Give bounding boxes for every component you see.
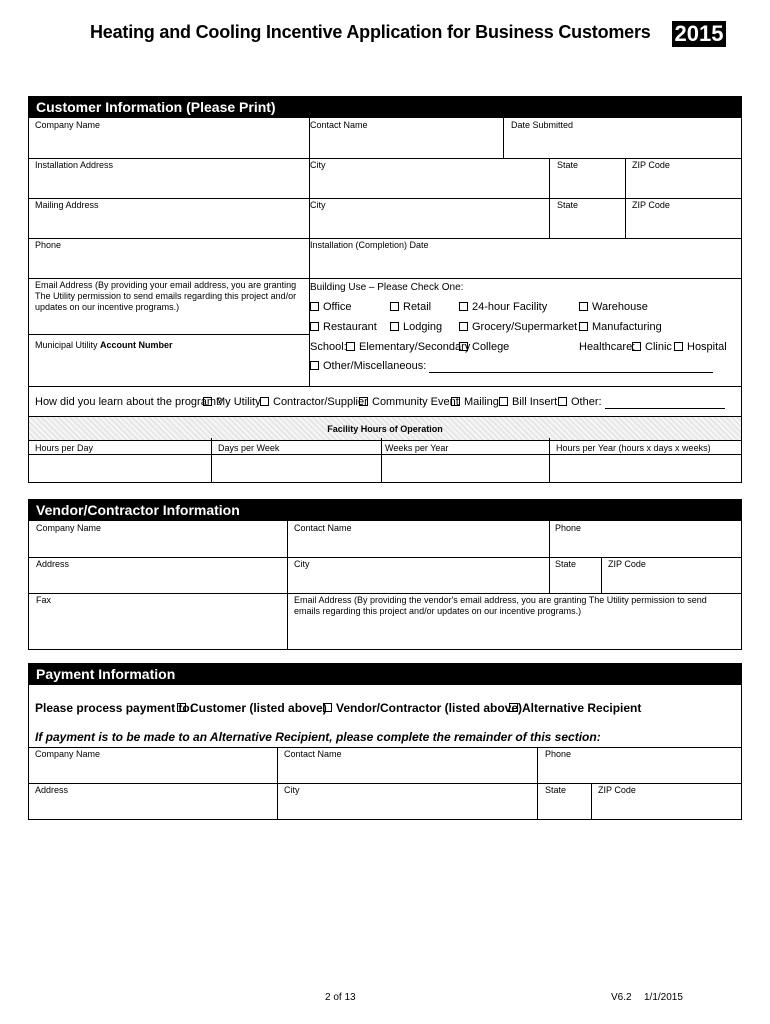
checkbox-icon xyxy=(499,397,508,406)
hours-per-day-label: Hours per Day xyxy=(35,443,94,453)
payment-zip-label: ZIP Code xyxy=(598,785,636,795)
account-number-label: Municipal Utility Account Number xyxy=(35,340,173,350)
checkbox-icon xyxy=(509,703,518,712)
installation-zip-label: ZIP Code xyxy=(632,160,670,170)
checkbox-icon xyxy=(579,322,588,331)
use-manufacturing[interactable]: Manufacturing xyxy=(579,321,662,334)
use-elementary-secondary[interactable]: Elementary/Secondary xyxy=(346,341,470,354)
checkbox-icon xyxy=(346,342,355,351)
customer-section-header: Customer Information (Please Print) xyxy=(28,96,742,118)
checkbox-icon xyxy=(558,397,567,406)
customer-company-name-label: Company Name xyxy=(35,120,101,130)
pay-alternative-option[interactable]: Alternative Recipient xyxy=(509,701,641,715)
use-lodging[interactable]: Lodging xyxy=(390,321,442,334)
learn-other-line[interactable] xyxy=(605,398,725,409)
use-hospital[interactable]: Hospital xyxy=(674,341,727,354)
learn-mailing[interactable]: Mailing xyxy=(451,396,499,409)
mailing-state-label: State xyxy=(557,200,579,210)
checkbox-icon xyxy=(203,397,212,406)
mailing-address-label: Mailing Address xyxy=(35,200,99,210)
checkbox-icon xyxy=(310,322,319,331)
checkbox-icon xyxy=(390,322,399,331)
school-label: School: xyxy=(310,341,347,353)
checkbox-icon xyxy=(632,342,641,351)
use-retail[interactable]: Retail xyxy=(390,301,431,314)
payment-state-label: State xyxy=(545,785,567,795)
checkbox-icon xyxy=(359,397,368,406)
use-grocery[interactable]: Grocery/Supermarket xyxy=(459,321,577,334)
payment-section-header: Payment Information xyxy=(28,663,742,685)
payment-address-label: Address xyxy=(35,785,69,795)
vendor-section-header: Vendor/Contractor Information xyxy=(28,499,742,521)
mailing-city-label: City xyxy=(310,200,326,210)
customer-phone-label: Phone xyxy=(35,240,62,250)
vendor-state-label: State xyxy=(555,559,577,569)
vendor-fax-label: Fax xyxy=(36,595,52,605)
payment-city-label: City xyxy=(284,785,300,795)
pay-customer-option[interactable]: Customer (listed above) xyxy=(177,701,327,715)
learn-question: How did you learn about the program? xyxy=(35,396,223,408)
checkbox-icon xyxy=(674,342,683,351)
learn-my-utility[interactable]: My Utility xyxy=(203,396,261,409)
weeks-per-year-label: Weeks per Year xyxy=(385,443,449,453)
learn-other[interactable]: Other: xyxy=(558,396,725,409)
hours-per-year-label: Hours per Year (hours x days x weeks) xyxy=(556,443,711,453)
checkbox-icon xyxy=(459,322,468,331)
vendor-form xyxy=(28,520,742,650)
vendor-email-label: Email Address (By providing the vendor's email address, you are granting The Utility permission to send emails regarding this project and/or updates on our incentive programs.) xyxy=(294,595,707,616)
checkbox-icon xyxy=(459,342,468,351)
checkbox-icon xyxy=(390,302,399,311)
checkbox-icon xyxy=(459,302,468,311)
year-badge: 2015 xyxy=(672,21,726,47)
vendor-city-label: City xyxy=(294,559,310,569)
vendor-company-name-label: Company Name xyxy=(36,523,102,533)
learn-contractor[interactable]: Contractor/Supplier xyxy=(260,396,368,409)
mailing-zip-label: ZIP Code xyxy=(632,200,670,210)
use-24-hour-facility[interactable]: 24-hour Facility xyxy=(459,301,547,314)
use-college[interactable]: College xyxy=(459,341,509,354)
customer-contact-name-label: Contact Name xyxy=(310,120,368,130)
installation-address-label: Installation Address xyxy=(35,160,114,170)
learn-bill-insert[interactable]: Bill Insert xyxy=(499,396,557,409)
use-office[interactable]: Office xyxy=(310,301,352,314)
installation-city-label: City xyxy=(310,160,326,170)
version-date: 1/1/2015 xyxy=(644,992,683,1003)
use-clinic[interactable]: Clinic xyxy=(632,341,672,354)
facility-hours-heading: Facility Hours of Operation xyxy=(327,424,443,434)
vendor-contact-name-label: Contact Name xyxy=(294,523,352,533)
checkbox-icon xyxy=(323,703,332,712)
page-title: Heating and Cooling Incentive Application for Business Customers xyxy=(90,22,651,42)
checkbox-icon xyxy=(260,397,269,406)
vendor-zip-label: ZIP Code xyxy=(608,559,646,569)
healthcare-label: Healthcare: xyxy=(579,341,636,353)
page-number: 2 of 13 xyxy=(325,992,356,1003)
vendor-phone-label: Phone xyxy=(555,523,582,533)
other-misc-line[interactable] xyxy=(429,362,713,373)
use-warehouse[interactable]: Warehouse xyxy=(579,301,648,314)
vendor-address-label: Address xyxy=(36,559,70,569)
building-use-label: Building Use – Please Check One: xyxy=(310,282,464,293)
alternative-instructions: If payment is to be made to an Alternative Recipient, please complete the remainder of this section: xyxy=(35,730,601,744)
checkbox-icon xyxy=(310,302,319,311)
installation-state-label: State xyxy=(557,160,579,170)
version-label: V6.2 xyxy=(611,992,632,1003)
use-restaurant[interactable]: Restaurant xyxy=(310,321,377,334)
payment-process-label: Please process payment to: xyxy=(35,701,194,715)
checkbox-icon xyxy=(579,302,588,311)
learn-community-event[interactable]: Community Event xyxy=(359,396,459,409)
payment-contact-name-label: Contact Name xyxy=(284,749,342,759)
days-per-week-label: Days per Week xyxy=(218,443,280,453)
payment-phone-label: Phone xyxy=(545,749,572,759)
checkbox-icon xyxy=(177,703,186,712)
pay-vendor-option[interactable]: Vendor/Contractor (listed above) xyxy=(323,701,522,715)
date-submitted-label: Date Submitted xyxy=(511,120,574,130)
payment-company-name-label: Company Name xyxy=(35,749,101,759)
installation-date-label: Installation (Completion) Date xyxy=(310,240,429,250)
customer-email-label: Email Address (By providing your email address, you are granting The Utility permission to send emails regarding this project and/or updates on our incentive programs.) xyxy=(35,280,297,312)
checkbox-icon xyxy=(310,361,319,370)
use-other-miscellaneous[interactable]: Other/Miscellaneous: xyxy=(310,360,713,373)
checkbox-icon xyxy=(451,397,460,406)
hours-row xyxy=(28,438,742,483)
